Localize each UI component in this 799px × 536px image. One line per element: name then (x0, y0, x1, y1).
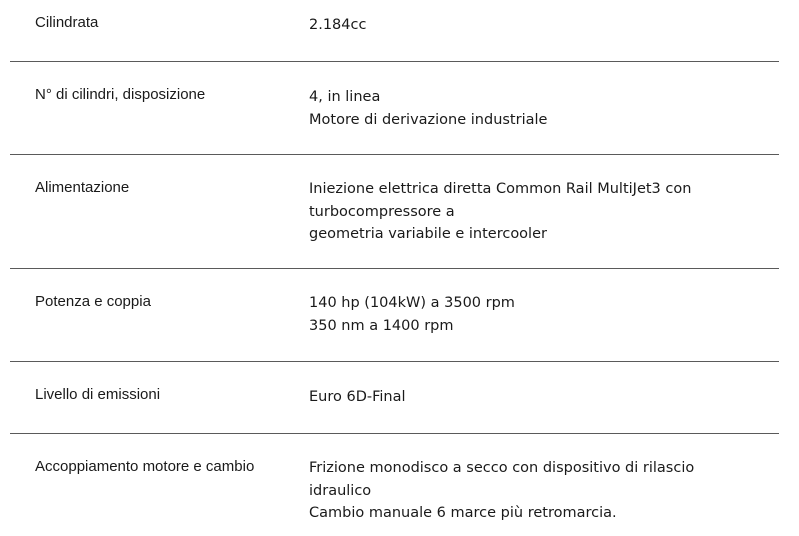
spec-values (309, 62, 779, 154)
spec-label: Livello di emissioni (35, 386, 161, 403)
spec-row-accoppiamento (10, 434, 779, 536)
spec-value: Euro 6D-Final (309, 389, 406, 405)
spec-label: Potenza e coppia (35, 293, 151, 310)
spec-value: geometria variabile e intercooler (309, 226, 547, 242)
spec-value: Motore di derivazione industriale (309, 111, 548, 128)
spec-value: 4, in linea (309, 89, 381, 105)
spec-row-potenza-coppia (10, 269, 779, 362)
spec-value: 140 hp (104kW) a 3500 rpm (309, 295, 515, 311)
spec-value: 2.184cc (309, 17, 367, 33)
spec-value: Iniezione elettrica diretta Common Rail MultiJet3 con (309, 181, 692, 197)
spec-label: N° di cilindri, disposizione (35, 86, 206, 103)
spec-row-cilindri (10, 62, 779, 155)
spec-row-cilindrata (10, 0, 779, 62)
spec-label: Accoppiamento motore e cambio (35, 458, 255, 475)
spec-row-emissioni (10, 362, 779, 434)
spec-values (309, 269, 779, 361)
engine-spec-table (10, 0, 779, 536)
spec-value: 350 nm a 1400 rpm (309, 317, 454, 334)
spec-values (309, 362, 779, 433)
spec-label: Cilindrata (35, 14, 99, 31)
spec-label: Alimentazione (35, 179, 130, 196)
spec-value: idraulico (309, 482, 372, 499)
spec-value: turbocompressore a (309, 203, 455, 220)
spec-row-alimentazione (10, 155, 779, 269)
spec-value: Cambio manuale 6 marce più retromarcia. (309, 505, 617, 521)
spec-values (309, 0, 779, 61)
spec-values (309, 155, 779, 268)
spec-value: Frizione monodisco a secco con dispositivo di rilascio (309, 460, 695, 476)
spec-values (309, 434, 779, 536)
